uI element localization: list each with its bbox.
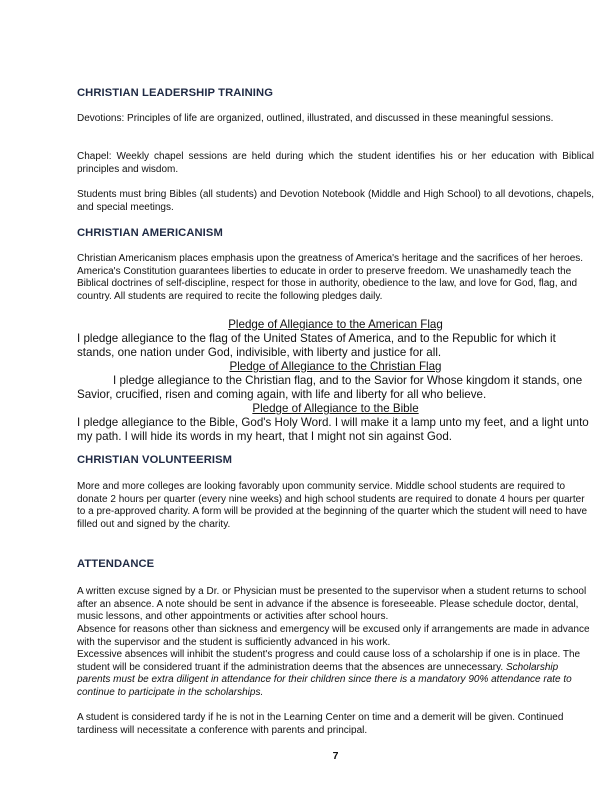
heading-attendance: ATTENDANCE [77,558,155,570]
pledge-text-american-flag: I pledge allegiance to the flag of the United States of America, and to the Republic for which it stands, one nation under God, indivisible, with liberty and justice for all. [77,332,556,359]
pledge-title-bible: Pledge of Allegiance to the Bible [252,402,419,415]
pledge-title-christian-flag: Pledge of Allegiance to the Christian Flag [229,360,442,373]
paragraph-volunteerism: More and more colleges are looking favorably upon community service. Middle school students are required to donate 2 hours per quarter (every nine weeks) and high school students are required to donate 4 hours per quarter to a pre-approved charity. A form will be provided at the beginning of the quarter which the student will need to have filled out and signed by the charity. [77,481,588,530]
page-number: 7 [332,750,339,762]
pledge-text-bible: I pledge allegiance to the Bible, God's Holy Word. I will make it a lamp unto my feet, and a light unto my path. I will hide its words in my heart, that I might not sin against God. [77,416,589,443]
excessive-absences-text: Excessive absences will inhibit the student's progress and could cause loss of a scholarship if one is in place. The student will be considered truant if the administration deems that the absences are unnecessary. [77,649,581,673]
paragraph-devotions: Devotions: Principles of life are organized, outlined, illustrated, and discussed in these meaningful sessions. [77,113,554,124]
pledge-text-christian-flag: I pledge allegiance to the Christian flag, and to the Savior for Whose kingdom it stands, one Savior, crucified, risen and coming again, with life and liberty for all who believe. [77,374,583,401]
paragraph-attendance-other-reasons: Absence for reasons other than sickness and emergency will be excused only if arrangements are made in advance with the supervisor and the student is sufficiently advanced in his work. [77,624,590,648]
paragraph-americanism-intro: Christian Americanism places emphasis upon the greatness of America's heritage and the sacrifices of her heroes. America's Constitution guarantees liberties to educate in order to preserve freedom. We unashamedly teach the Biblical doctrines of self-discipline, respect for those in authority, obedience to the law, and love for God, flag, and country. All students are required to recite the following pledges daily. [77,253,584,302]
paragraph-bibles: Students must bring Bibles (all students) and Devotion Notebook (Middle and High School) to all devotions, chapels, and special meetings. [77,189,594,213]
paragraph-attendance-excuse: A written excuse signed by a Dr. or Physician must be presented to the supervisor when a student returns to school after an absence. A note should be sent in advance if the absence is foreseeable. Please schedule doctor, dental, music lessons, and other appointments or activities after school hours. [77,586,587,623]
paragraph-attendance-tardy: A student is considered tardy if he is not in the Learning Center on time and a demerit will be given. Continued tardiness will necessitate a conference with parents and principal. [77,712,564,736]
heading-leadership-training: CHRISTIAN LEADERSHIP TRAINING [77,87,273,99]
heading-americanism: CHRISTIAN AMERICANISM [77,227,223,239]
heading-volunteerism: CHRISTIAN VOLUNTEERISM [77,454,233,466]
pledge-title-american-flag: Pledge of Allegiance to the American Flag [228,318,443,331]
paragraph-attendance-excessive [77,649,594,699]
paragraph-chapel: Chapel: Weekly chapel sessions are held during which the student identifies his or her education with Biblical principles and wisdom. [77,151,594,175]
scholarship-note: Scholarship parents must be extra diligent in attendance for their children since there is a mandatory 90% attendance rate to continue to participate in the scholarships. [77,661,572,698]
